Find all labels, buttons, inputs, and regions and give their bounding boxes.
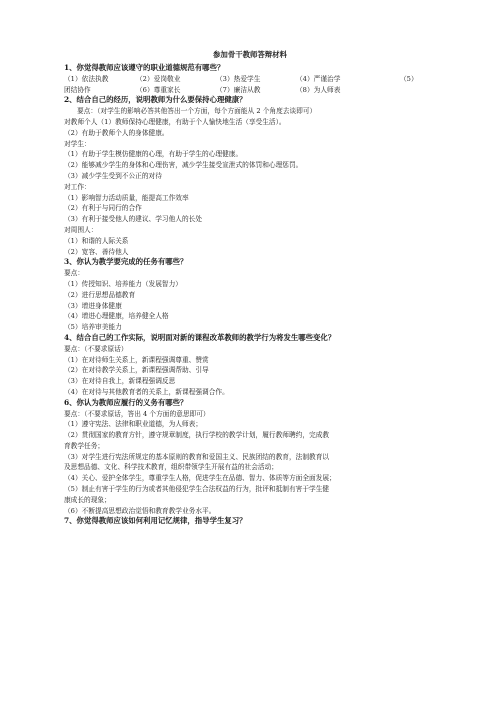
q2-line: （2）宽容、善待他人 [64, 247, 129, 256]
q1-item: （7）廉洁从教 [216, 85, 261, 94]
q6-line: （2）贯彻国家的教育方针，遵守规章制度，执行学校的教学计划，履行教师聘约，完成教 [64, 431, 330, 440]
q1-row-1 [64, 74, 436, 85]
q2-line: （3）减少学生受到不公正的对待 [64, 171, 162, 180]
q1-item: （1）依法执教 [64, 74, 109, 83]
q3-line: （4）增进心理健康，培养健全人格 [64, 312, 169, 321]
q6-line: 康成长的现象； [64, 495, 111, 504]
q1-item: （8）为人师表 [296, 85, 341, 94]
q2-line: 对周围人： [64, 225, 98, 234]
q4-line: （3）在对待自我上，新课程强调反思 [64, 377, 176, 386]
q2-line: （1）和谐的人际关系 [64, 236, 129, 245]
q1-item: （5） [400, 74, 418, 83]
q2-line: 对工作： [64, 182, 91, 191]
q3-line: （1）传授知识、培养能力（发展智力） [64, 279, 182, 288]
q1-item: （6）尊重家长 [136, 85, 181, 94]
q2-line: 要点：（对学生的影响必答其他答出一个方面，每个方面能从 2 个角度去谈即可） [77, 107, 317, 116]
q2-line: 对学生： [64, 139, 91, 148]
q6-line: （6）不断提高思想政治觉悟和教育教学业务水平。 [64, 506, 216, 515]
q6-line: 育教学任务； [64, 441, 105, 450]
q3-line: （3）增进身体健康 [64, 301, 122, 310]
q2-line: （1）有助于学生模仿健康的心理，有助于学生的心理健康。 [64, 150, 243, 159]
question-4-heading: 4、结合自己的工作实际，说明面对新的课程改革教师的教学行为将发生哪些变化？ [64, 332, 336, 342]
q1-row-2 [64, 85, 436, 96]
q4-line: （4）在对待与其他教育者的关系上，新课程强调合作。 [64, 387, 229, 396]
q4-line: 要点：（不要求原话） [64, 344, 128, 353]
q6-line: （1）遵守宪法、法律和职业道德，为人师表； [64, 420, 203, 429]
q6-line: 要点：（不要求原话，答出 4 个方面的意思即可） [64, 409, 210, 418]
question-7-heading: 7、你觉得教师应该如何利用记忆规律，指导学生复习？ [64, 516, 247, 526]
q4-line: （2）在对待教学关系上，新课程强调帮助、引导 [64, 366, 209, 375]
q2-line: （2）有助于教师个人的身体健康。 [64, 128, 169, 137]
q6-line: （3）对学生进行宪法所规定的基本原则的教育和爱国主义、民族团结的教育，法制教育以 [64, 452, 330, 461]
q1-item: 团结协作 [64, 85, 91, 94]
question-3-heading: 3、你认为教学要完成的任务有哪些？ [64, 257, 188, 267]
document-content [64, 50, 436, 527]
q3-line: （2）进行思想品德教育 [64, 290, 136, 299]
document-title: 参加骨干教师答辩材料 [213, 50, 287, 59]
q2-line: （2）能够减少学生的身体和心理伤害，减少学生接受宣泄式的体罚和心理惩罚。 [64, 161, 303, 170]
q3-line: 要点： [64, 269, 85, 278]
q4-line: （1）在对待师生关系上，新课程强调尊重、赞赏 [64, 355, 209, 364]
q6-line: （5）制止有害于学生的行为或者其他侵犯学生合法权益的行为，批评和抵制有害于学生健 [64, 485, 330, 494]
question-6-heading: 6、你认为教师应履行的义务有哪些？ [64, 397, 188, 407]
q2-line: （1）影响智力活动质量，能提高工作效率 [64, 193, 189, 202]
q2-line: （2）有利于与同行的合作 [64, 204, 142, 213]
q3-line: （5）培养审美能力 [64, 323, 122, 332]
q6-line: （4）关心、爱护全体学生，尊重学生人格，促进学生在品德、智力、体质等方面全面发展； [64, 474, 336, 483]
q1-item: （2）爱岗敬业 [136, 74, 181, 83]
q2-line: 对教师个人（1）教师保持心理健康，有助于个人愉快地生活（享受生活）。 [64, 117, 286, 126]
q1-item: （3）热爱学生 [216, 74, 261, 83]
question-1-heading: 1、你觉得教师应该遵守的职业道德规范有哪些？ [64, 63, 225, 72]
q2-line: （3）有利于接受他人的建议、学习他人的长处 [64, 215, 203, 224]
q1-item: （4）严谨治学 [296, 74, 341, 83]
q6-line: 及思想品德、文化、科学技术教育，组织带领学生开展有益的社会活动； [64, 463, 278, 472]
question-2-heading: 2、结合自己的经历，说明教师为什么要保持心理健康？ [64, 95, 247, 105]
